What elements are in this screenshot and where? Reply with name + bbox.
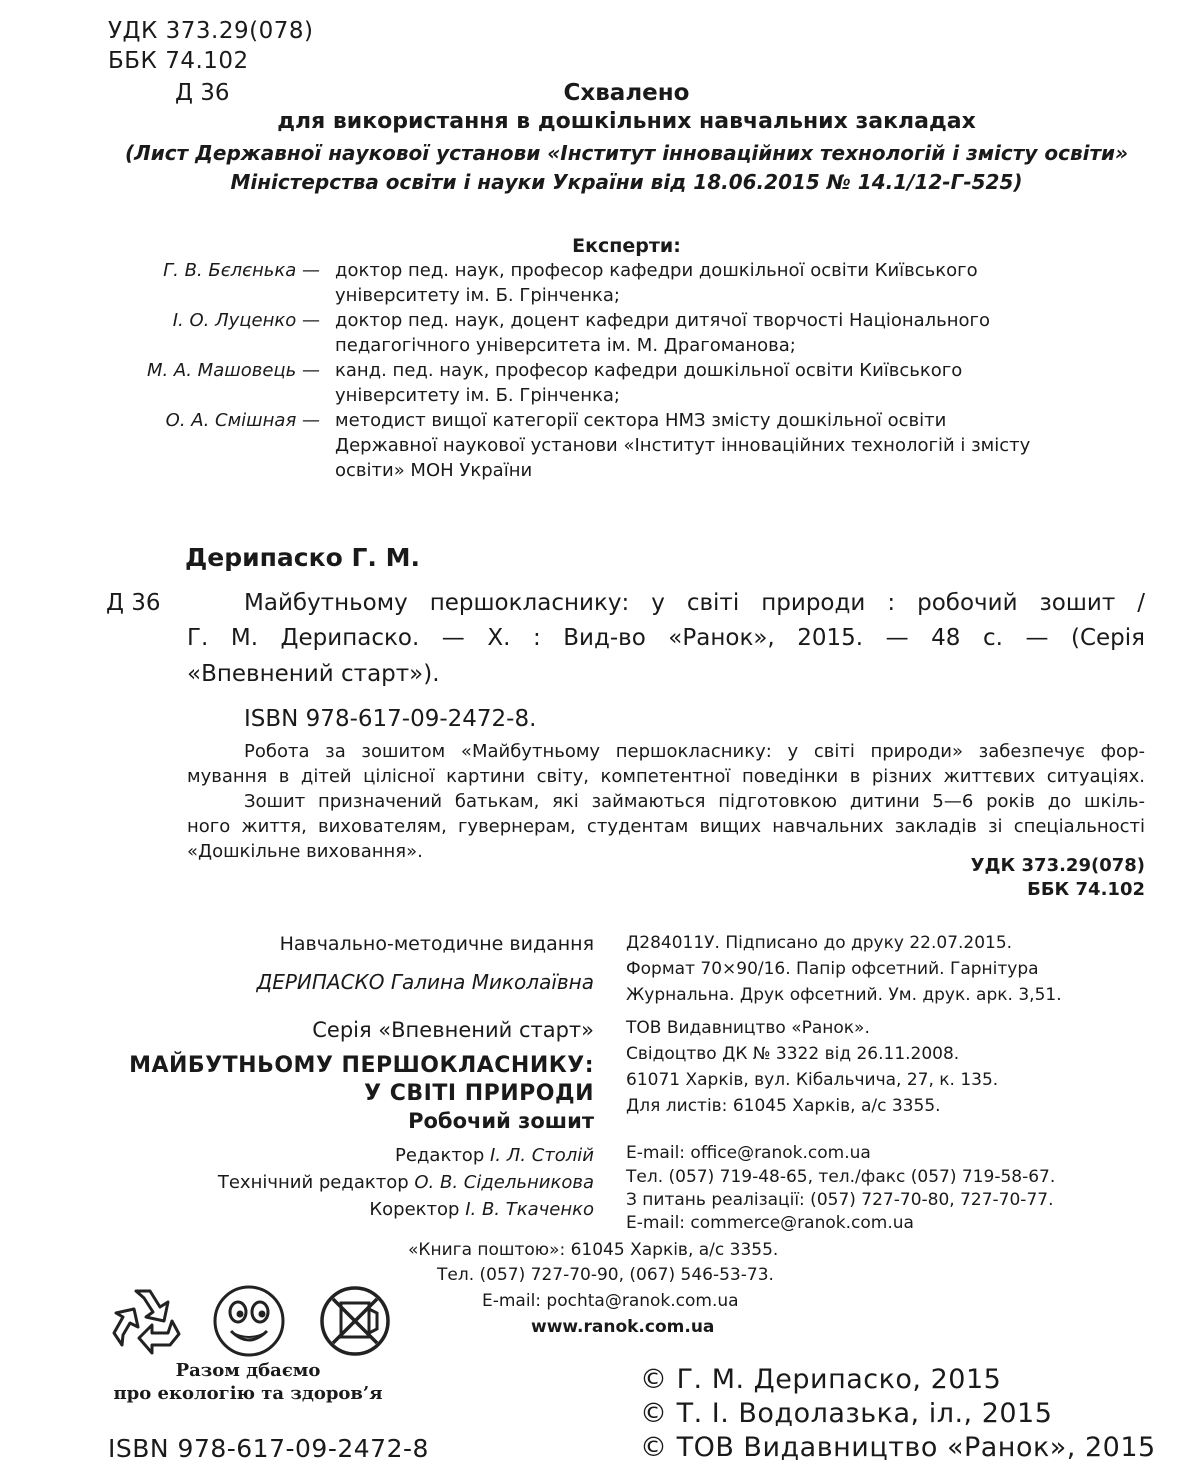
imprint-title-line1: МАЙБУТНЬОМУ ПЕРШОКЛАСНИКУ: — [129, 1053, 594, 1078]
imprint-title-line3: Робочий зошит — [408, 1109, 594, 1133]
corrector-label: Коректор — [369, 1199, 460, 1220]
author-full: ДЕРИПАСКО Галина Миколаївна — [256, 970, 594, 994]
expert-desc-line: методист вищої категорії сектора НМЗ змісту дошкільної освіти — [335, 410, 947, 431]
top-udk: УДК 373.29(078) — [108, 18, 314, 44]
annotation-line: Робота за зошитом «Майбутньому першокласнику: у світі природи» забезпечує фор- — [244, 741, 1145, 762]
copyright-illustrator: © Т. І. Водолазька, іл., 2015 — [640, 1398, 1053, 1429]
eco-caption-line1: Разом дбаємо — [175, 1360, 321, 1381]
imprint-right-line: Для листів: 61045 Харків, а/с 3355. — [626, 1096, 941, 1116]
copyright-author: © Г. М. Дерипаско, 2015 — [640, 1364, 1002, 1395]
imprint-right-line: 61071 Харків, вул. Кібальчича, 27, к. 135. — [626, 1070, 999, 1090]
annotation-line: ного життя, вихователям, гувернерам, студентам вищих навчальних закладів зі спеціальності — [187, 816, 1145, 837]
book-desc-line1: Майбутньому першокласнику: у світі природи : робочий зошит / — [244, 590, 1145, 616]
mail-order-phone: Тел. (057) 727-70-90, (067) 546-53-73. — [437, 1265, 774, 1285]
imprint-right-line: Свідоцтво ДК № 3322 від 26.11.2008. — [626, 1044, 960, 1064]
book-code: Д 36 — [106, 590, 161, 616]
website-link: www.ranok.com.ua — [531, 1317, 715, 1337]
expert-desc-line: доктор пед. наук, доцент кафедри дитячої творчості Національного — [335, 310, 990, 331]
imprint-right-line: ТОВ Видавництво «Ранок». — [626, 1018, 870, 1038]
experts-heading: Експерти: — [572, 235, 681, 257]
book-bbk: ББК 74.102 — [1027, 879, 1145, 900]
recycle-icon — [106, 1283, 188, 1355]
imprint-email-office: E-mail: office@ranok.com.ua — [626, 1143, 871, 1163]
imprint-phone: Тел. (057) 719-48-65, тел./факс (057) 719-58-67. — [626, 1167, 1056, 1187]
imprint-sales: З питань реалізації: (057) 727-70-80, 727-70-77. — [626, 1190, 1054, 1210]
footer-isbn: ISBN 978-617-09-2472-8 — [108, 1434, 429, 1463]
copyright-publisher: © ТОВ Видавництво «Ранок», 2015 — [640, 1432, 1156, 1463]
eco-caption-line2: про екологію та здоров’я — [113, 1383, 383, 1404]
editor-name: І. Л. Столій — [489, 1145, 594, 1166]
expert-name: Г. В. Бєлєнька — — [163, 260, 320, 281]
book-udk: УДК 373.29(078) — [970, 855, 1145, 876]
expert-desc-line: університету ім. Б. Грінченка; — [335, 285, 620, 306]
book-isbn: ISBN 978-617-09-2472-8. — [244, 706, 537, 732]
approval-line3: Міністерства освіти і науки України від 18.06.2015 № 14.1/12-Г-525) — [230, 170, 1023, 194]
editor-label: Редактор — [395, 1145, 485, 1166]
expert-desc-line: освіти» МОН України — [335, 460, 533, 481]
smiley-icon — [211, 1283, 287, 1359]
imprint-right-line: Журнальна. Друк офсетний. Ум. друк. арк. 3,51. — [626, 985, 1062, 1005]
approval-title: Схвалено — [563, 80, 690, 106]
corrector-name: І. В. Ткаченко — [465, 1199, 594, 1220]
expert-desc-line: Державної наукової установи «Інститут інноваційних технологій і змісту — [335, 435, 1031, 456]
expert-name: О. А. Смішная — — [165, 410, 320, 431]
approval-line1: для використання в дошкільних навчальних закладах — [277, 109, 976, 134]
editor-line — [395, 1145, 594, 1166]
corrector-line — [369, 1199, 594, 1220]
approval-line2: (Лист Державної наукової установи «Інститут інноваційних технологій і змісту освіти» — [124, 141, 1129, 165]
expert-name: М. А. Машовець — — [146, 360, 320, 381]
book-author: Дерипаско Г. М. — [185, 543, 420, 572]
book-desc-line3: «Впевнений старт»). — [187, 661, 440, 687]
edition-type: Навчально-методичне видання — [279, 933, 594, 955]
tech-editor-line — [218, 1172, 594, 1193]
top-code: Д 36 — [175, 80, 230, 106]
expert-desc-line: доктор пед. наук, професор кафедри дошкільної освіти Київського — [335, 260, 978, 281]
series-name: Серія «Впевнений старт» — [312, 1018, 594, 1042]
no-pvc-icon — [317, 1283, 393, 1359]
tech-editor-name: О. В. Сідельникова — [414, 1172, 594, 1193]
imprint-email-commerce: E-mail: commerce@ranok.com.ua — [626, 1213, 914, 1233]
book-desc-line2: Г. М. Дерипаско. — Х. : Вид-во «Ранок», 2015. — 48 с. — (Серія — [187, 625, 1145, 651]
annotation-line: «Дошкільне виховання». — [187, 841, 423, 862]
annotation-line: мування в дітей цілісної картини світу, компетентної поведінки в різних життєвих ситуаціях. — [187, 766, 1145, 787]
mail-order-line: «Книга поштою»: 61045 Харків, а/с 3355. — [408, 1240, 779, 1260]
mail-order-email: E-mail: pochta@ranok.com.ua — [482, 1291, 739, 1311]
imprint-right-line: Формат 70×90/16. Папір офсетний. Гарнітура — [626, 959, 1039, 979]
annotation-line: Зошит призначений батькам, які займаються підготовкою дитини 5—6 років до шкіль- — [244, 791, 1145, 812]
imprint-title-line2: У СВІТІ ПРИРОДИ — [364, 1081, 594, 1106]
expert-desc-line: педагогічного університета ім. М. Драгоманова; — [335, 335, 796, 356]
expert-desc-line: університету ім. Б. Грінченка; — [335, 385, 620, 406]
expert-name: І. О. Луценко — — [172, 310, 320, 331]
expert-desc-line: канд. пед. наук, професор кафедри дошкільної освіти Київського — [335, 360, 963, 381]
imprint-right-line: Д284011У. Підписано до друку 22.07.2015. — [626, 933, 1013, 953]
tech-editor-label: Технічний редактор — [217, 1172, 409, 1193]
top-bbk: ББК 74.102 — [108, 48, 249, 74]
